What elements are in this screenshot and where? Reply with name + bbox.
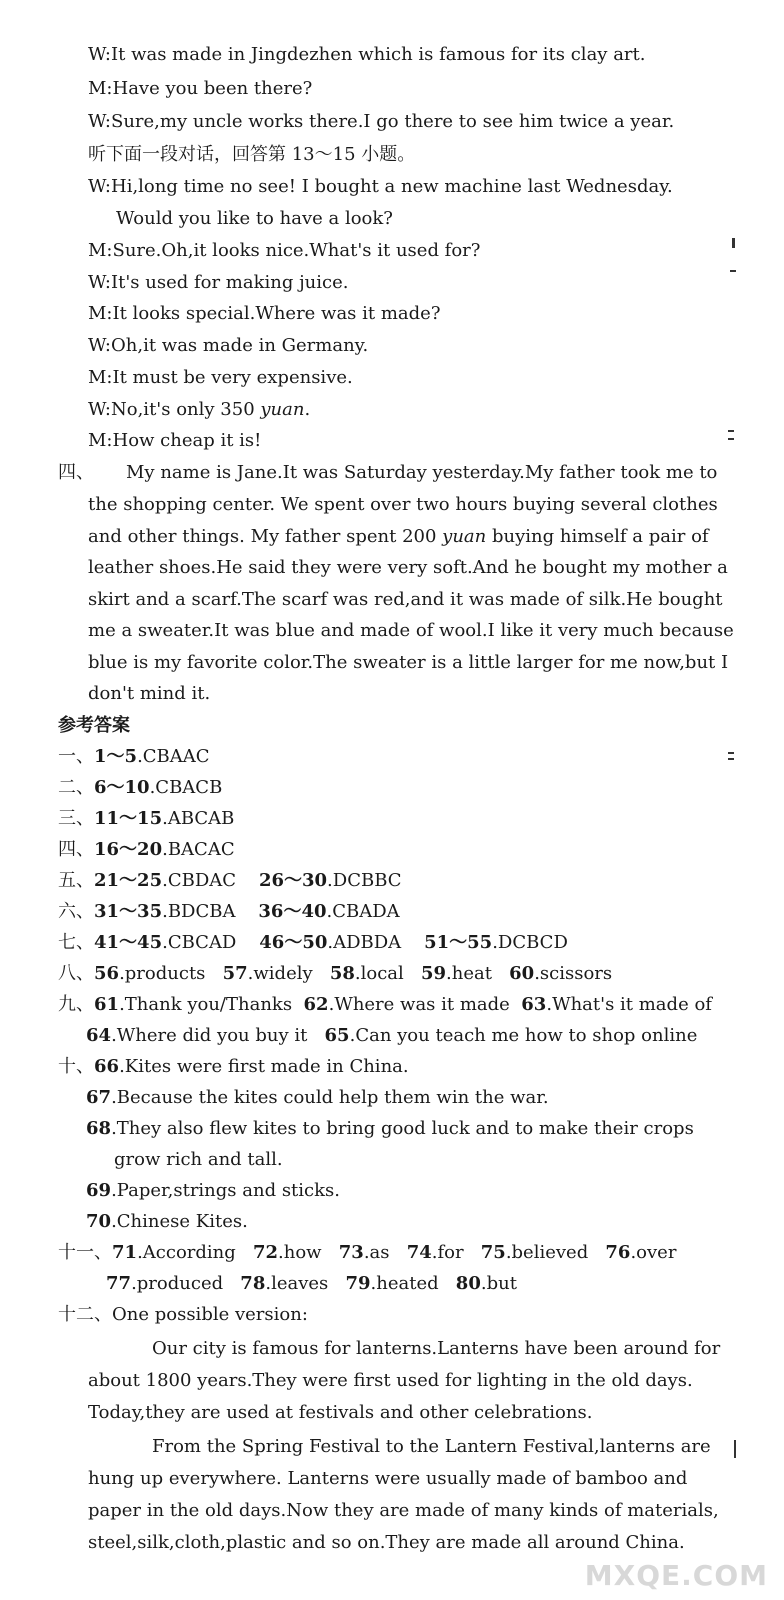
passage-line-3-c: buying himself a pair of bbox=[486, 526, 709, 547]
dialog2-line-7 bbox=[88, 397, 310, 423]
answer-sentence: .They also flew kites to bring good luck and to make their crops bbox=[111, 1118, 694, 1139]
answer-prefix: 二、 bbox=[58, 777, 94, 798]
answer-word: .leaves bbox=[265, 1273, 329, 1294]
essay-line-7: steel,silk,cloth,plastic and so on.They are made all around China. bbox=[88, 1532, 685, 1553]
answer-number: 65 bbox=[324, 1025, 350, 1046]
answer-sentence: .Paper,strings and sticks. bbox=[111, 1180, 340, 1201]
answer-number: 79 bbox=[345, 1273, 371, 1294]
answer-number: 62 bbox=[303, 994, 329, 1015]
essay-line-3: Today,they are used at festivals and other celebrations. bbox=[88, 1402, 593, 1423]
answer-row-1 bbox=[58, 744, 210, 770]
answer-word: .widely bbox=[247, 963, 313, 984]
passage-line-1: My name is Jane.It was Saturday yesterday.My father took me to bbox=[126, 462, 718, 483]
dialog2-heading: 听下面一段对话，回答第 13～15 小题。 bbox=[88, 144, 416, 165]
answer-range: 26～30 bbox=[258, 870, 328, 891]
passage-line-6: me a sweater.It was blue and made of wool.I like it very much because bbox=[88, 620, 734, 641]
margin-mark bbox=[730, 270, 736, 272]
answer-prefix: 八、 bbox=[58, 963, 94, 984]
margin-mark bbox=[728, 752, 734, 754]
answer-row-9a bbox=[58, 992, 712, 1018]
answer-word: .products bbox=[119, 963, 206, 984]
essay-line-6: paper in the old days.Now they are made of many kinds of materials, bbox=[88, 1500, 719, 1521]
answer-row-3 bbox=[58, 806, 234, 832]
answer-number: 66 bbox=[94, 1056, 120, 1077]
answer-number: 77 bbox=[106, 1273, 132, 1294]
answer-prefix: 三、 bbox=[58, 808, 94, 829]
answer-range: 51～55 bbox=[424, 932, 493, 953]
answer-prefix: 九、 bbox=[58, 994, 94, 1015]
answer-number: 59 bbox=[420, 963, 447, 984]
passage-line-3 bbox=[88, 524, 709, 550]
essay-intro: One possible version: bbox=[112, 1304, 308, 1325]
answer-range: 36～40 bbox=[258, 901, 327, 922]
answer-word: .for bbox=[431, 1242, 464, 1263]
answer-row-12-intro bbox=[58, 1302, 308, 1328]
answer-row-10a bbox=[58, 1054, 409, 1080]
answer-sentence: .Can you teach me how to shop online bbox=[349, 1025, 698, 1046]
answer-range: 16～20 bbox=[94, 839, 163, 860]
answer-number: 56 bbox=[94, 963, 120, 984]
answer-word: .how bbox=[278, 1242, 322, 1263]
answer-word: .heated bbox=[370, 1273, 439, 1294]
dialog2-line-6: M:It must be very expensive. bbox=[88, 367, 353, 388]
answer-number: 67 bbox=[86, 1087, 112, 1108]
answer-row-4 bbox=[58, 837, 235, 863]
answer-word: .scissors bbox=[534, 963, 613, 984]
answer-sentence: .What's it made of bbox=[546, 994, 712, 1015]
answer-word: .over bbox=[630, 1242, 677, 1263]
answer-values: .CBACB bbox=[149, 777, 223, 798]
answer-range: 41～45 bbox=[94, 932, 163, 953]
answer-range: 11～15 bbox=[94, 808, 163, 829]
answer-values: .DCBBC bbox=[327, 870, 402, 891]
answer-prefix: 六、 bbox=[58, 901, 94, 922]
dialog2-line-7-end: . bbox=[304, 399, 311, 420]
answer-row-10d bbox=[86, 1178, 340, 1204]
answer-number: 61 bbox=[94, 994, 120, 1015]
answer-word: .produced bbox=[131, 1273, 224, 1294]
answer-values: .BDCBA bbox=[162, 901, 236, 922]
answer-row-2 bbox=[58, 775, 222, 801]
answer-prefix: 一、 bbox=[58, 746, 94, 767]
answer-range: 1～5 bbox=[94, 746, 138, 767]
answer-row-7 bbox=[58, 930, 568, 956]
answer-sentence: .Where did you buy it bbox=[111, 1025, 308, 1046]
answer-number: 63 bbox=[521, 994, 547, 1015]
answer-prefix: 四、 bbox=[58, 839, 94, 860]
answer-number: 64 bbox=[86, 1025, 112, 1046]
answer-values: .BACAC bbox=[162, 839, 235, 860]
dialog2-line-7-text: W:No,it's only 350 bbox=[88, 399, 261, 420]
answer-row-5 bbox=[58, 868, 402, 894]
answer-number: 73 bbox=[338, 1242, 364, 1263]
essay-line-5: hung up everywhere. Lanterns were usually made of bamboo and bbox=[88, 1468, 688, 1489]
answer-values: .ABCAB bbox=[162, 808, 235, 829]
answer-prefix: 七、 bbox=[58, 932, 94, 953]
dialog2-line-2: M:Sure.Oh,it looks nice.What's it used for? bbox=[88, 240, 481, 261]
answer-number: 58 bbox=[329, 963, 355, 984]
margin-mark bbox=[728, 758, 734, 760]
answer-number: 68 bbox=[86, 1118, 112, 1139]
dialog2-line-8: M:How cheap it is! bbox=[88, 430, 262, 451]
answer-values: .CBCAD bbox=[162, 932, 237, 953]
answer-number: 78 bbox=[240, 1273, 266, 1294]
answer-values: .DCBCD bbox=[492, 932, 568, 953]
answer-number: 69 bbox=[86, 1180, 112, 1201]
watermark-logo: MXQE.COM bbox=[584, 1559, 768, 1592]
answer-word: .heat bbox=[446, 963, 492, 984]
answer-number: 76 bbox=[605, 1242, 631, 1263]
answers-heading: 参考答案 bbox=[58, 715, 130, 736]
answer-values: .ADBDA bbox=[327, 932, 402, 953]
answer-word: .believed bbox=[505, 1242, 589, 1263]
answer-range: 21～25 bbox=[94, 870, 163, 891]
answer-sentence: .Chinese Kites. bbox=[111, 1211, 248, 1232]
answer-number: 75 bbox=[480, 1242, 506, 1263]
answer-prefix: 五、 bbox=[58, 870, 94, 891]
answer-row-10c bbox=[86, 1116, 694, 1142]
answer-prefix: 十二、 bbox=[58, 1304, 112, 1325]
answer-number: 57 bbox=[222, 963, 248, 984]
answer-word: .but bbox=[480, 1273, 517, 1294]
dialog2-line-1: W:Hi,long time no see! I bought a new machine last Wednesday. bbox=[88, 176, 673, 197]
answer-range: 46～50 bbox=[259, 932, 328, 953]
answer-number: 60 bbox=[509, 963, 535, 984]
answer-number: 72 bbox=[252, 1242, 279, 1263]
answer-number: 70 bbox=[86, 1211, 112, 1232]
essay-line-1: Our city is famous for lanterns.Lanterns have been around for bbox=[152, 1338, 721, 1359]
dialog2-line-5: W:Oh,it was made in Germany. bbox=[88, 335, 369, 356]
dialog2-line-3: W:It's used for making juice. bbox=[88, 272, 349, 293]
passage-line-3-currency: yuan bbox=[442, 526, 487, 547]
passage-line-4: leather shoes.He said they were very soft.And he bought my mother a bbox=[88, 557, 728, 578]
passage-line-3-a: and other things. My father spent 200 bbox=[88, 526, 443, 547]
answer-values: .CBADA bbox=[326, 901, 400, 922]
passage-line-2: the shopping center. We spent over two hours buying several clothes bbox=[88, 494, 718, 515]
answer-row-10c-cont: grow rich and tall. bbox=[114, 1149, 283, 1170]
dialog2-line-7-currency: yuan bbox=[260, 399, 305, 420]
dialog1-line-3: W:Sure,my uncle works there.I go there to see him twice a year. bbox=[88, 111, 675, 132]
answer-row-10b bbox=[86, 1085, 549, 1111]
answer-row-6 bbox=[58, 899, 400, 925]
answer-word: .local bbox=[354, 963, 404, 984]
passage-line-5: skirt and a scarf.The scarf was red,and it was made of silk.He bought bbox=[88, 589, 723, 610]
answer-row-11b bbox=[106, 1271, 517, 1297]
answer-values: .CBDAC bbox=[162, 870, 237, 891]
margin-mark bbox=[728, 438, 734, 440]
answer-word: .According bbox=[137, 1242, 236, 1263]
answer-row-11a bbox=[58, 1240, 676, 1266]
dialog2-line-1b: Would you like to have a look? bbox=[116, 208, 393, 229]
dialog2-line-4: M:It looks special.Where was it made? bbox=[88, 303, 441, 324]
essay-line-4: From the Spring Festival to the Lantern Festival,lanterns are bbox=[152, 1436, 711, 1457]
margin-mark bbox=[728, 430, 734, 432]
answer-sentence: .Thank you/Thanks bbox=[119, 994, 293, 1015]
dialog1-line-2: M:Have you been there? bbox=[88, 78, 313, 99]
answer-number: 80 bbox=[455, 1273, 481, 1294]
answer-prefix: 十一、 bbox=[58, 1242, 112, 1263]
dialog1-line-1: W:It was made in Jingdezhen which is famous for its clay art. bbox=[88, 44, 646, 65]
answer-sentence: .Kites were first made in China. bbox=[119, 1056, 409, 1077]
passage-line-7: blue is my favorite color.The sweater is a little larger for me now,but I bbox=[88, 652, 729, 673]
answer-row-10e bbox=[86, 1209, 248, 1235]
answer-sentence: .Because the kites could help them win the war. bbox=[111, 1087, 549, 1108]
essay-line-2: about 1800 years.They were first used for lighting in the old days. bbox=[88, 1370, 693, 1391]
answer-values: .CBAAC bbox=[137, 746, 210, 767]
answer-number: 74 bbox=[406, 1242, 432, 1263]
answer-number: 71 bbox=[112, 1242, 138, 1263]
answer-prefix: 十、 bbox=[58, 1056, 94, 1077]
answer-row-9b bbox=[86, 1023, 697, 1049]
answer-word: .as bbox=[363, 1242, 390, 1263]
margin-mark bbox=[732, 238, 735, 248]
answer-range: 31～35 bbox=[94, 901, 163, 922]
margin-mark bbox=[734, 1440, 736, 1458]
passage-line-8: don't mind it. bbox=[88, 683, 211, 704]
section4-number: 四、 bbox=[58, 462, 94, 483]
answer-range: 6～10 bbox=[94, 777, 150, 798]
answer-row-8 bbox=[58, 961, 612, 987]
answer-sentence: .Where was it made bbox=[328, 994, 510, 1015]
